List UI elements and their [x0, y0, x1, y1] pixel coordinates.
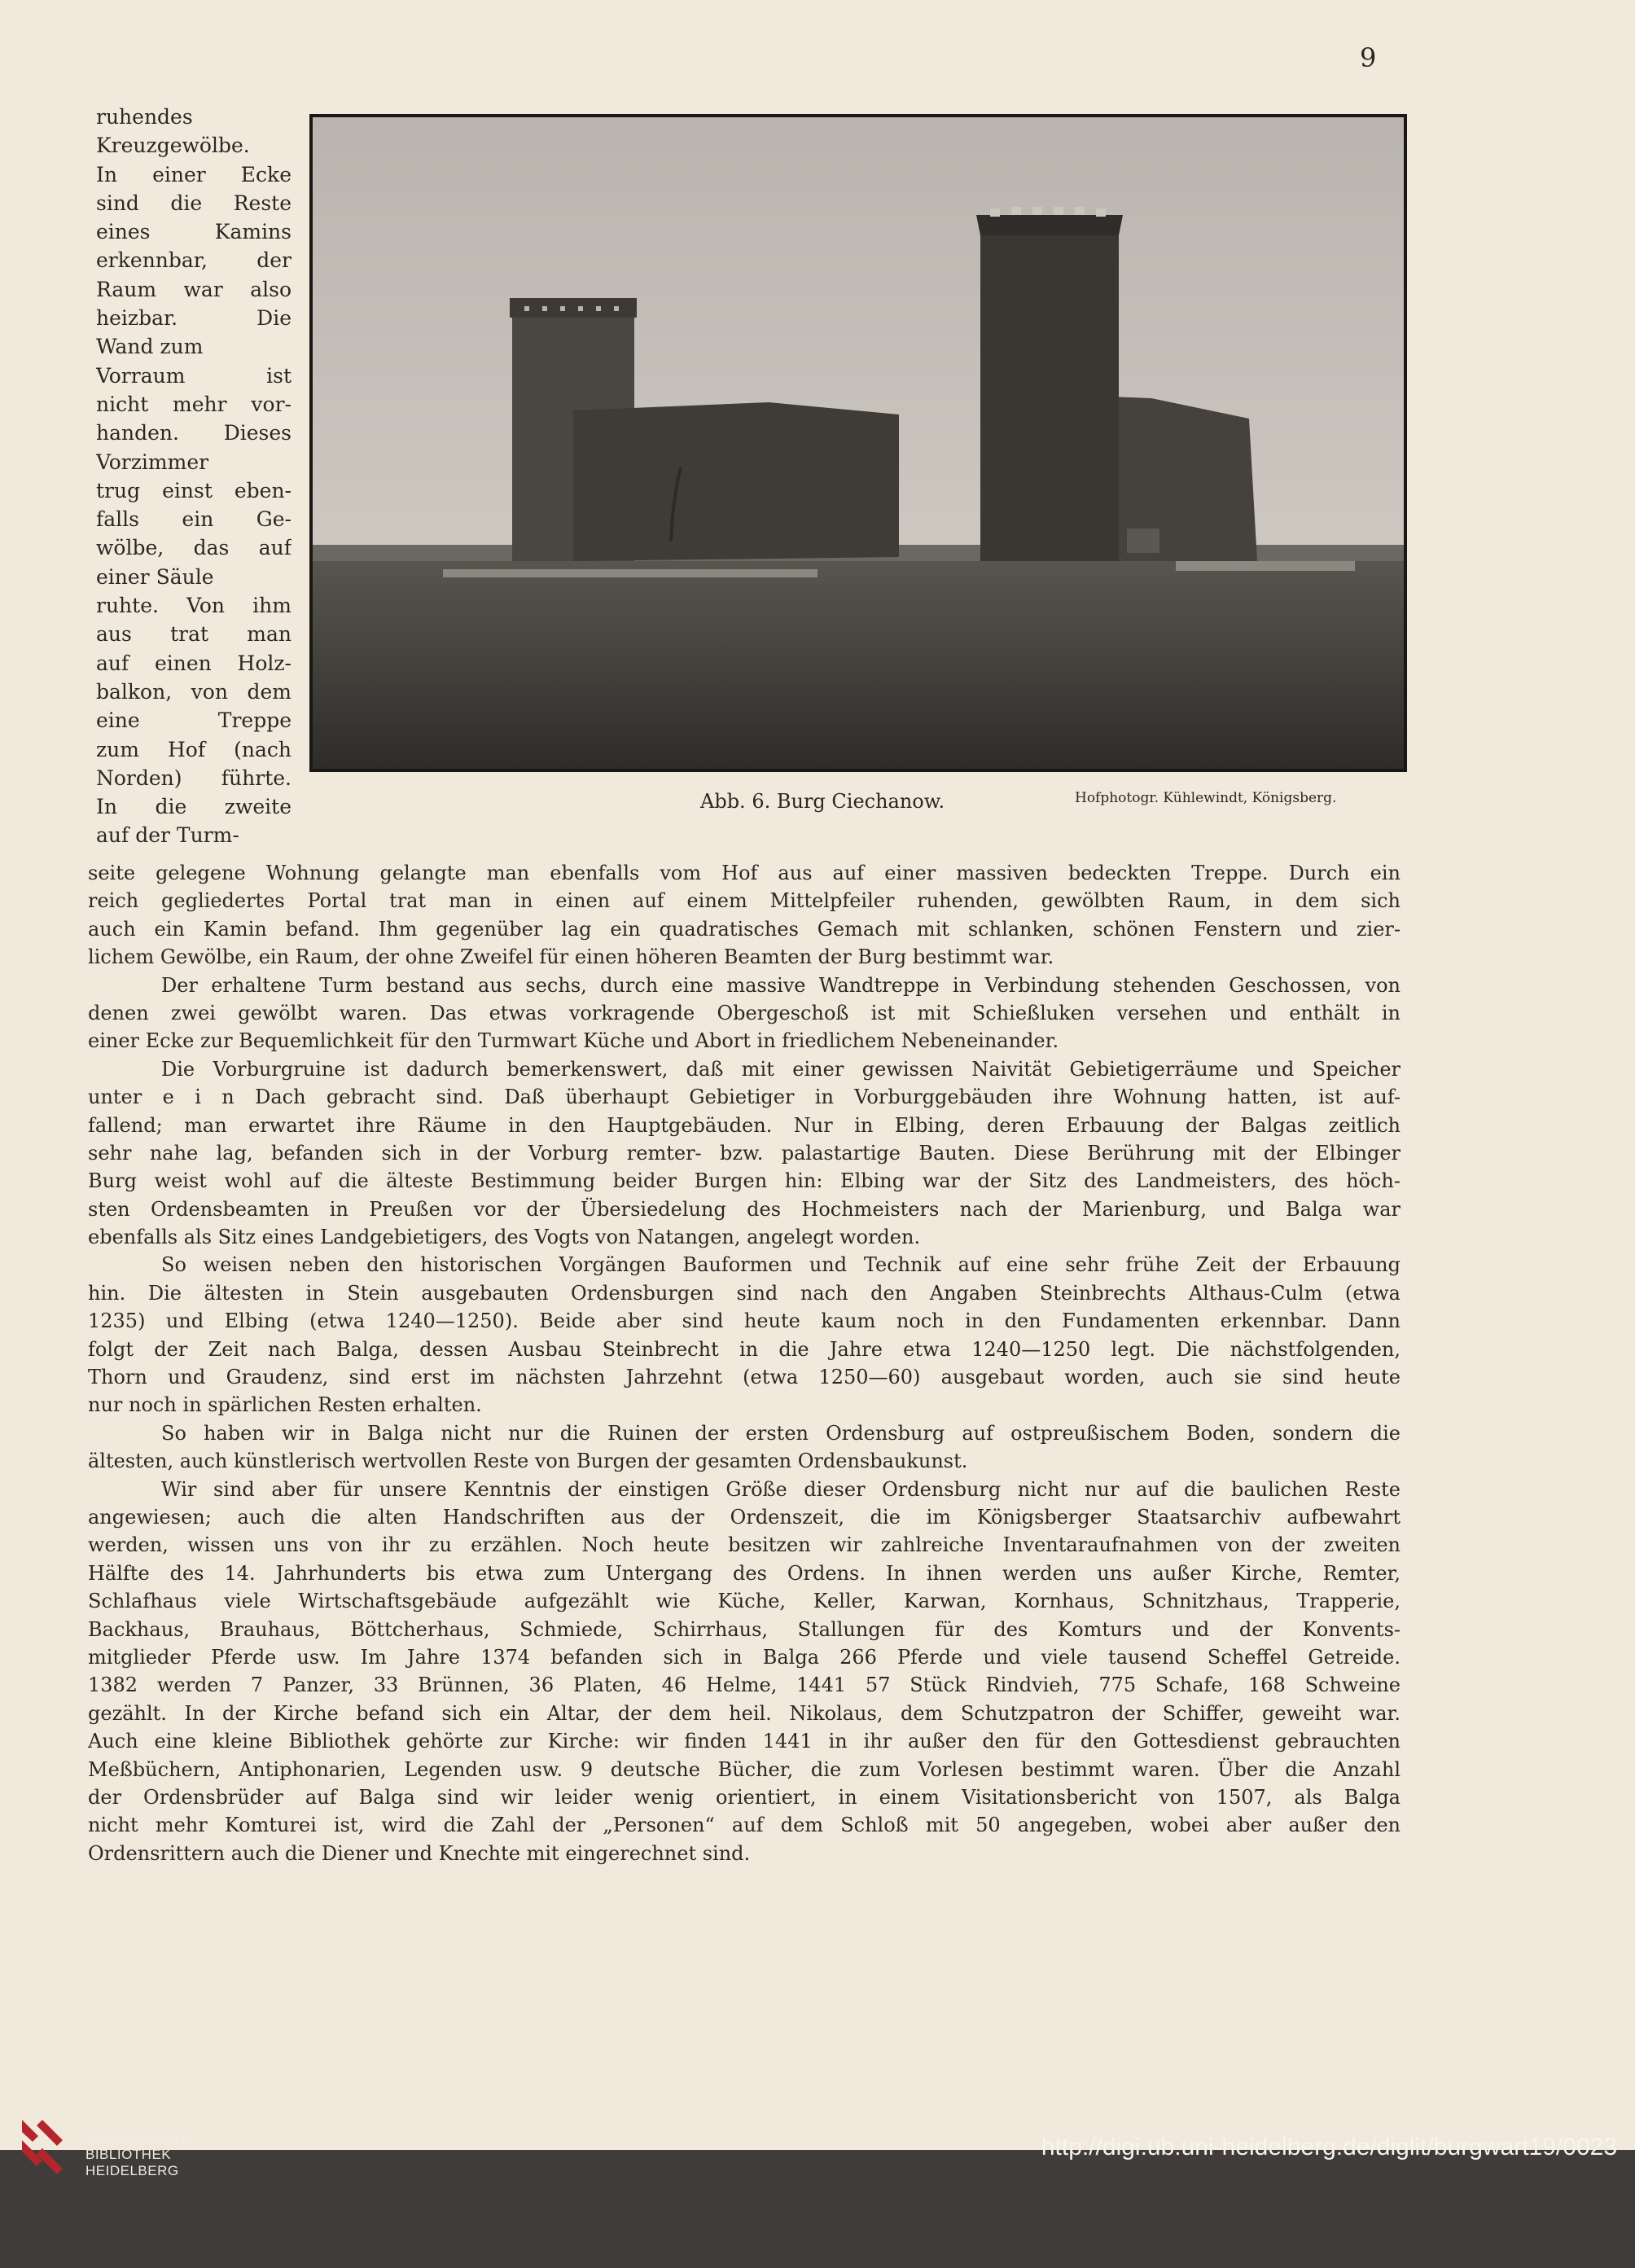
- body-text-line: ältesten, auch künstlerisch wertvollen Reste von Burgen der gesamten Ordensbaukunst.: [88, 1450, 968, 1473]
- side-text-line: einer Säule: [96, 564, 214, 589]
- body-text-line: angewiesen; auch die alten Handschriften aus der Ordenszeit, die im Königsberger Staatsarchiv aufbewahrt: [88, 1505, 1400, 1529]
- body-text-line: Schlafhaus viele Wirtschaftsgebäude aufgezählt wie Küche, Keller, Karwan, Kornhaus, Schnitzhaus, Trapperie,: [88, 1590, 1400, 1613]
- side-text-line: aus trat man: [96, 622, 291, 647]
- body-text-line: der Ordensbrüder auf Balga sind wir leider wenig orientiert, in einem Visitationsbericht von 1507, als Balga: [88, 1785, 1400, 1809]
- side-text-line: Vorraum ist: [96, 363, 291, 388]
- body-text-line: Burg weist wohl auf die älteste Bestimmung beider Burgen hin: Elbing war der Sitz des Landmeisters, des höch-: [88, 1169, 1400, 1193]
- library-line-2: BIBLIOTHEK: [85, 2147, 172, 2162]
- side-text-line: nicht mehr vor-: [96, 392, 291, 416]
- side-text-line: eine Treppe: [96, 708, 291, 733]
- body-text-line: Der erhaltene Turm bestand aus sechs, durch eine massive Wandtreppe in Verbindung stehenden Geschossen, von: [161, 973, 1400, 997]
- side-text-line: trug einst eben-: [96, 478, 291, 502]
- side-text-line: erkennbar, der: [96, 248, 291, 273]
- side-text-line: Raum war also: [96, 277, 291, 301]
- body-text-line: Wir sind aber für unsere Kenntnis der einstigen Größe dieser Ordensburg nicht nur auf die baulichen Reste: [161, 1477, 1400, 1501]
- body-text-line: Thorn und Graudenz, sind erst im nächsten Jahrzehnt (etwa 1250—60) ausgebaut worden, auch sie sind heute: [88, 1366, 1400, 1389]
- side-text-line: zum Hof (nach: [96, 737, 291, 761]
- body-text-line: 1382 werden 7 Panzer, 33 Brünnen, 36 Platen, 46 Helme, 1441 57 Stück Rindvieh, 775 Schafe, 168 Schweine: [88, 1674, 1400, 1697]
- body-text-line: Die Vorburgruine ist dadurch bemerkenswert, daß mit einer gewissen Naivität Gebietigerräume und Speicher: [161, 1057, 1400, 1081]
- side-text-line: Vorzimmer: [96, 450, 209, 474]
- side-text-line: Norden) führte.: [96, 766, 291, 790]
- body-text-line: folgt der Zeit nach Balga, dessen Ausbau Steinbrecht in die Jahre etwa 1240—1250 legt. Die nächstfolgenden,: [88, 1337, 1400, 1361]
- body-text: [88, 859, 1400, 1867]
- side-text-line: auf einen Holz-: [96, 651, 291, 675]
- body-text-line: nicht mehr Komturei ist, wird die Zahl der „Personen“ auf dem Schloß mit 50 angegeben, wobei aber außer den: [88, 1814, 1400, 1837]
- body-text-line: Hälfte des 14. Jahrhunderts bis etwa zum Untergang des Ordens. In ihnen werden uns außer Kirche, Remter,: [88, 1561, 1400, 1585]
- side-text-line: ruhendes: [96, 105, 193, 129]
- side-text-line: heizbar. Die: [96, 306, 291, 331]
- body-text-line: nur noch in spärlichen Resten erhalten.: [88, 1393, 482, 1417]
- side-text-line: sind die Reste: [96, 191, 291, 215]
- body-text-line: werden, wissen uns von ihr zu erzählen. Noch heute besitzen wir zahlreiche Inventaraufnahmen von der zweiten: [88, 1533, 1400, 1557]
- library-line-3: HEIDELBERG: [85, 2163, 179, 2178]
- body-text-line: Auch eine kleine Bibliothek gehörte zur Kirche: wir finden 1441 in ihr außer den für den Gottesdienst gebrauchten: [88, 1730, 1400, 1753]
- body-text-line: gezählt. In der Kirche befand sich ein Altar, der dem heil. Nikolaus, dem Schutzpatron der Schiffer, geweiht war.: [88, 1701, 1400, 1725]
- side-text-line: In einer Ecke: [96, 162, 291, 186]
- footer-bar: [0, 2150, 1635, 2268]
- body-text-line: Meßbüchern, Antiphonarien, Legenden usw. 9 deutsche Bücher, die zum Vorlesen bestimmt waren. Über die Anzahl: [88, 1757, 1400, 1781]
- library-line-1: UNIVERSITÄTS-: [85, 2130, 196, 2146]
- source-url[interactable]: http://digi.ub.uni-heidelberg.de/diglit/burgwart19/0023: [1041, 2134, 1617, 2161]
- body-text-line: reich gegliedertes Portal trat man in einen auf einem Mittelpfeiler ruhenden, gewölbten Raum, in dem sich: [88, 889, 1400, 913]
- side-text-line: auf der Turm-: [96, 823, 239, 848]
- photo-credit: Hofphotogr. Kühlewindt, Königsberg.: [1075, 790, 1337, 806]
- side-text-line: eines Kamins: [96, 220, 291, 244]
- body-text-line: fallend; man erwartet ihre Räume in den Hauptgebäuden. Nur in Elbing, deren Erbauung der Balgas zeitlich: [88, 1113, 1400, 1137]
- library-name: [85, 2130, 196, 2179]
- side-text-line: wölbe, das auf: [96, 536, 291, 560]
- body-text-line: hin. Die ältesten in Stein ausgebauten Ordensburgen sind nach den Angaben Steinbrechts Althaus-Culm (etwa: [88, 1281, 1400, 1305]
- side-text-line: falls ein Ge-: [96, 507, 291, 532]
- side-text-line: In die zweite: [96, 795, 291, 819]
- page-number: 9: [1360, 42, 1377, 73]
- body-text-line: unter e i n Dach gebracht sind. Daß überhaupt Gebietiger in Vorburggebäuden ihre Wohnung hatten, ist auf-: [88, 1086, 1400, 1109]
- body-text-line: denen zwei gewölbt waren. Das etwas vorkragende Obergeschoß ist mit Schießluken versehen und enthält in: [88, 1001, 1400, 1024]
- side-text-line: ruhte. Von ihm: [96, 594, 291, 618]
- body-text-line: Ordensrittern auch die Diener und Knechte mit eingerechnet sind.: [88, 1841, 751, 1865]
- body-text-line: lichem Gewölbe, ein Raum, der ohne Zweifel für einen höheren Beamten der Burg bestimmt war.: [88, 945, 1054, 969]
- body-text-line: sehr nahe lag, befanden sich in der Vorburg remter- bzw. palastartige Bauten. Diese Berührung mit der Elbinger: [88, 1141, 1400, 1165]
- body-text-line: seite gelegene Wohnung gelangte man ebenfalls vom Hof aus auf einer massiven bedeckten Treppe. Durch ein: [88, 862, 1400, 884]
- body-text-line: mitglieder Pferde usw. Im Jahre 1374 befanden sich in Balga 266 Pferde und viele tausend Scheffel Getreide.: [88, 1645, 1400, 1669]
- body-text-line: 1235) und Elbing (etwa 1240—1250). Beide aber sind heute kaum noch in den Fundamenten erkennbar. Dann: [88, 1309, 1400, 1333]
- body-text-line: Backhaus, Brauhaus, Böttcherhaus, Schmiede, Schirrhaus, Stallungen für des Komturs und der Konvents-: [88, 1617, 1400, 1641]
- side-text-line: handen. Dieses: [96, 421, 291, 445]
- body-text-line: So weisen neben den historischen Vorgängen Bauformen und Technik auf eine sehr frühe Zeit der Erbauung: [161, 1253, 1400, 1277]
- figure-caption: Abb. 6. Burg Ciechanow.: [700, 790, 945, 813]
- body-text-line: sten Ordensbeamten in Preußen vor der Übersiedelung des Hochmeisters nach der Marienburg, und Balga war: [88, 1197, 1400, 1221]
- castle-photograph: [309, 114, 1407, 772]
- body-text-line: auch ein Kamin befand. Ihm gegenüber lag ein quadratisches Gemach mit schlanken, schönen Fenstern und zier-: [88, 917, 1400, 941]
- side-text-line: Kreuzgewölbe.: [96, 134, 250, 158]
- body-text-line: einer Ecke zur Bequemlichkeit für den Turmwart Küche und Abort in friedlichem Nebeneinander.: [88, 1029, 1059, 1053]
- body-text-line: ebenfalls als Sitz eines Landgebietigers, des Vogts von Natangen, angelegt worden.: [88, 1226, 921, 1249]
- library-logo-icon: [18, 2116, 67, 2177]
- side-text-line: balkon, von dem: [96, 679, 291, 704]
- side-text-line: Wand zum: [96, 335, 204, 359]
- body-text-line: So haben wir in Balga nicht nur die Ruinen der ersten Ordensburg auf ostpreußischem Boden, sondern die: [161, 1421, 1400, 1445]
- wrapped-text-column: [96, 103, 291, 850]
